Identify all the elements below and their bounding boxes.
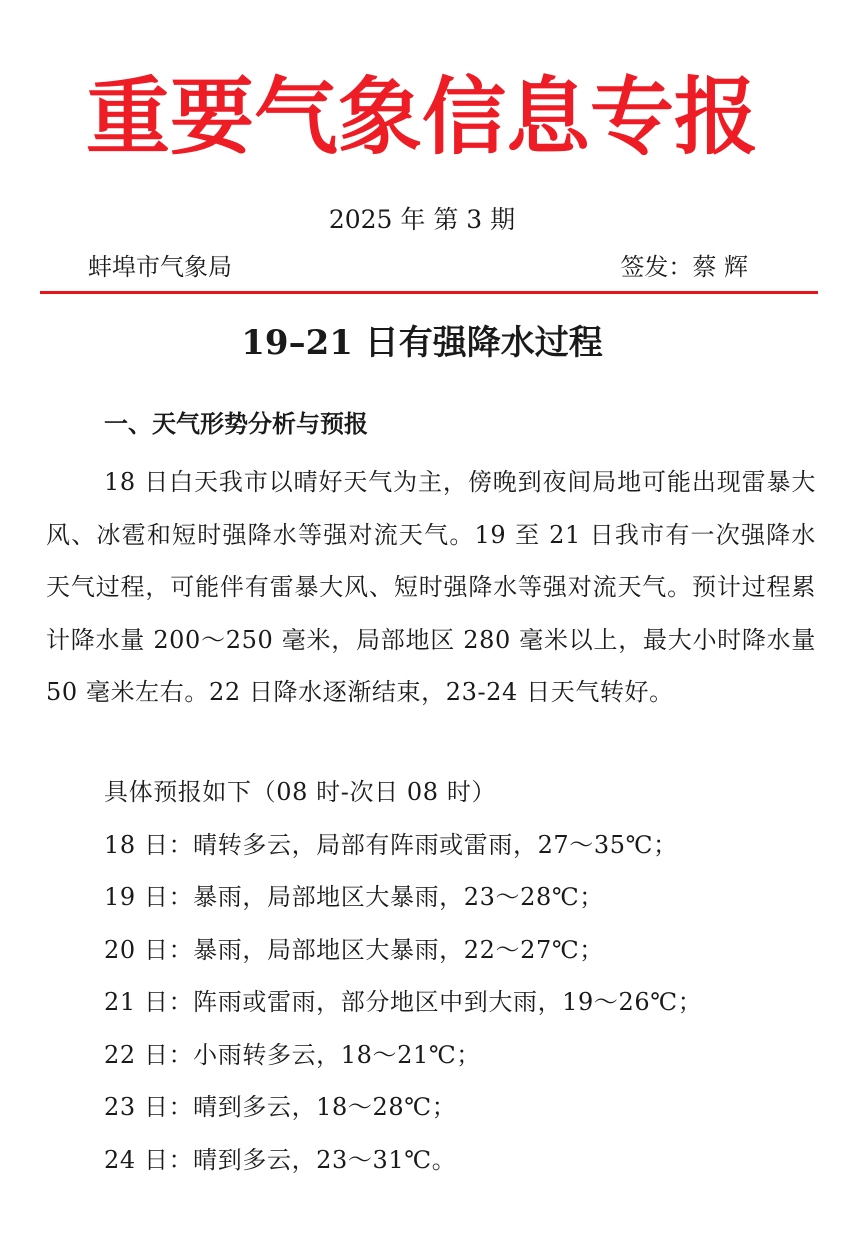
forecast-line-20: 20 日：暴雨，局部地区大暴雨，22～27℃； bbox=[104, 935, 604, 964]
signer: 签发：蔡 辉 bbox=[620, 253, 748, 281]
forecast-line-19: 19 日：暴雨，局部地区大暴雨，23～28℃； bbox=[104, 883, 604, 911]
forecast-line-23: 23 日：晴到多云，18～28℃； bbox=[104, 1093, 457, 1121]
forecast-line-22: 22 日：小雨转多云，18～21℃； bbox=[104, 1040, 481, 1069]
forecast-intro: 具体预报如下（08 时-次日 08 时） bbox=[104, 778, 497, 806]
masthead-title: 重要气象信息专报 bbox=[85, 67, 758, 166]
issue-number: 2025 年 第 3 期 bbox=[328, 205, 516, 234]
forecast-line-21: 21 日：阵雨或雷雨，部分地区中到大雨，19～26℃； bbox=[104, 988, 703, 1016]
forecast-paragraph: 18 日白天我市以晴好天气为主，傍晚到夜间局地可能出现雷暴大风、冰雹和短时强降水等强对流天气。19 至 21 日我市有一次强降水天气过程，可能伴有雷暴大风、短时强降水等强对流天气。预计过程累计降水量 200～250 毫米，局部地区 280 毫米以上，最大小时降水量 50 毫米左右。22 日降水逐渐结束，23-24 日天气转好。 bbox=[46, 468, 816, 706]
issuing-agency: 蚌埠市气象局 bbox=[88, 253, 232, 281]
forecast-list bbox=[104, 766, 702, 1186]
forecast-line-18: 18 日：晴转多云，局部有阵雨或雷雨，27～35℃； bbox=[104, 830, 678, 859]
document-title: 19–21 日有强降水过程 bbox=[241, 323, 603, 363]
section-heading: 一、天气形势分析与预报 bbox=[104, 410, 368, 438]
red-divider bbox=[40, 291, 818, 294]
forecast-line-24: 24 日：晴到多云，23～31℃。 bbox=[104, 1145, 457, 1174]
